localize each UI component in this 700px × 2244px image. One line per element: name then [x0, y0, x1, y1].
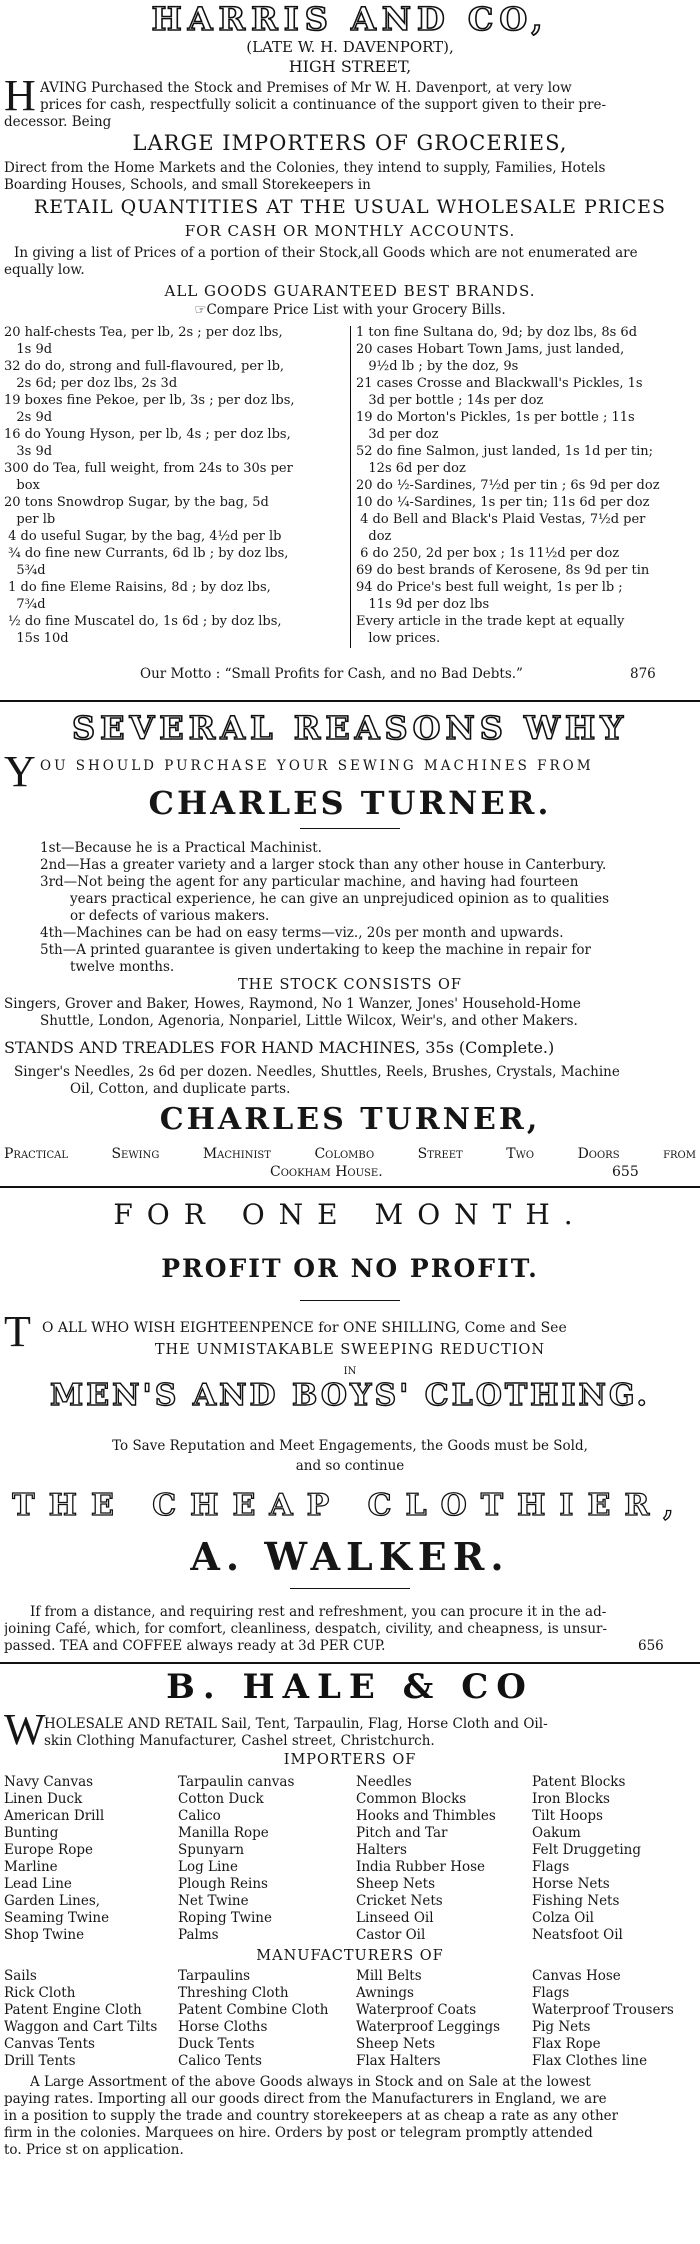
- importer-item: Cricket Nets: [356, 1893, 443, 1909]
- column-divider: [350, 326, 351, 648]
- harris-cash: FOR CASH OR MONTHLY ACCOUNTS.: [184, 222, 516, 240]
- price-list-item: 11s 9d per doz lbs: [356, 597, 490, 612]
- manufacturer-item: Canvas Tents: [4, 2036, 95, 2052]
- hale-dropcap: W: [4, 1705, 46, 1754]
- harris-motto: Our Motto : “Small Profits for Cash, and no Bad Debts.”: [140, 666, 523, 682]
- importer-item: Spunyarn: [178, 1842, 245, 1858]
- manufacturer-item: Patent Engine Cloth: [4, 2002, 142, 2018]
- walker-save-2: and so continue: [295, 1458, 405, 1474]
- manufacturer-item: Pig Nets: [532, 2019, 591, 2035]
- turner-dropcap: Y: [4, 747, 36, 796]
- separator-rule: [0, 1662, 700, 1664]
- importer-item: Seaming Twine: [4, 1910, 110, 1926]
- price-list-item: 94 do Price's best full weight, 1s per lb ;: [356, 580, 623, 595]
- harris-right-price-list: [356, 324, 696, 647]
- hale-importers-column: [356, 1774, 496, 1944]
- walker-clothing: MEN'S AND BOYS' CLOTHING.: [50, 1378, 650, 1413]
- turner-subtitle: OU SHOULD PURCHASE YOUR SEWING MACHINES FROM: [40, 758, 594, 774]
- importer-item: Europe Rope: [4, 1842, 93, 1858]
- importer-item: Palms: [178, 1927, 219, 1943]
- importer-item: Castor Oil: [356, 1927, 426, 1943]
- manufacturer-item: Mill Belts: [356, 1968, 422, 1984]
- walker-save-1: To Save Reputation and Meet Engagements, the Goods must be Sold,: [112, 1438, 588, 1454]
- walker-cheap-clothier: THE CHEAP CLOTHIER,: [12, 1488, 688, 1523]
- price-list-item: 4 do Bell and Black's Plaid Vestas, 7½d per: [356, 512, 646, 527]
- price-list-item: Every article in the trade kept at equally: [356, 614, 625, 629]
- turner-advertisement: [0, 704, 700, 1224]
- turner-stands: STANDS AND TREADLES FOR HAND MACHINES, 35s (Complete.): [4, 1038, 555, 1057]
- footer-word: Doors: [577, 1146, 620, 1162]
- price-list-item: per lb: [4, 512, 56, 527]
- price-list-item: 3s 9d: [4, 444, 53, 459]
- importer-item: Sheep Nets: [356, 1876, 436, 1892]
- footer-word: from: [663, 1146, 696, 1162]
- hale-intro-1: HOLESALE AND RETAIL Sail, Tent, Tarpaulin, Flag, Horse Cloth and Oil-: [44, 1716, 548, 1732]
- manufacturer-item: Threshing Cloth: [178, 1985, 289, 2001]
- price-list-item: 2s 9d: [4, 410, 53, 425]
- turner-reason-3: 3rd—Not being the agent for any particular machine, and having had fourteen: [40, 874, 579, 890]
- price-list-item: 21 cases Crosse and Blackwall's Pickles, 1s: [356, 376, 643, 391]
- manufacturer-item: Canvas Hose: [532, 1968, 621, 1984]
- hale-manufacturers-column: [356, 1968, 500, 2070]
- harris-direct-1: Direct from the Home Markets and the Colonies, they intend to supply, Families, Hotels: [4, 160, 606, 176]
- turner-needles-2: Oil, Cotton, and duplicate parts.: [70, 1081, 291, 1097]
- importer-item: Tilt Hoops: [532, 1808, 603, 1824]
- manufacturer-item: Sails: [4, 1968, 37, 1984]
- hale-manufacturers-heading: MANUFACTURERS OF: [256, 1948, 444, 1964]
- pointing-hand-icon: ☞: [194, 302, 207, 318]
- harris-ad-number: 876: [630, 666, 656, 682]
- manufacturer-item: Waterproof Trousers: [532, 2002, 674, 2018]
- price-list-item: 5¾d: [4, 563, 46, 578]
- turner-makers-2: Shuttle, London, Agenoria, Nonpariel, Little Wilcox, Weir's, and other Makers.: [40, 1013, 578, 1029]
- price-list-item: 69 do best brands of Kerosene, 8s 9d per tin: [356, 563, 650, 578]
- harris-intro-2: prices for cash, respectfully solicit a continuance of the support given to their pre-: [40, 97, 607, 113]
- price-list-item: 32 do do, strong and full-flavoured, per lb,: [4, 359, 285, 374]
- harris-street: HIGH STREET,: [288, 57, 412, 76]
- hale-manufacturers-column: [532, 1968, 674, 2070]
- walker-distance-2: joining Café, which, for comfort, cleanliness, despatch, civility, and cheapness, is unsur-: [4, 1621, 608, 1637]
- turner-name: CHARLES TURNER.: [148, 784, 552, 822]
- hale-closing-4: firm in the colonies. Marquees on hire. Orders by post or telegram promptly attended: [4, 2125, 593, 2141]
- price-list-item: 19 do Morton's Pickles, 1s per bottle ; 11s: [356, 410, 635, 425]
- importer-item: Manilla Rope: [178, 1825, 269, 1841]
- hale-importers-column: [532, 1774, 641, 1944]
- hale-manufacturers-column: [4, 1968, 157, 2070]
- importer-item: Net Twine: [178, 1893, 249, 1909]
- walker-name: A. WALKER.: [190, 1534, 510, 1579]
- importer-item: Log Line: [178, 1859, 238, 1875]
- price-list-item: 3d per doz: [356, 427, 439, 442]
- footer-word: Two: [506, 1146, 535, 1162]
- hale-importers-column: [4, 1774, 109, 1944]
- importer-item: Pitch and Tar: [356, 1825, 448, 1841]
- price-list-item: box: [4, 478, 40, 493]
- price-list-item: 7¾d: [4, 597, 46, 612]
- turner-needles-1: Singer's Needles, 2s 6d per dozen. Needles, Shuttles, Reels, Brushes, Crystals, Machine: [14, 1064, 620, 1080]
- harris-late: (LATE W. H. DAVENPORT),: [246, 38, 454, 56]
- price-list-item: ¾ do fine new Currants, 6d lb ; by doz lbs,: [4, 546, 289, 561]
- price-list-item: 12s 6d per doz: [356, 461, 466, 476]
- price-list-item: 52 do fine Salmon, just landed, 1s 1d per tin;: [356, 444, 654, 459]
- price-list-item: 20 tons Snowdrop Sugar, by the bag, 5d: [4, 495, 269, 510]
- turner-reason-5: 5th—A printed guarantee is given undertaking to keep the machine in repair for: [40, 942, 591, 958]
- price-list-item: 3d per bottle ; 14s per doz: [356, 393, 544, 408]
- harris-title: HARRIS AND CO,: [151, 2, 549, 36]
- harris-giving-2: equally low.: [4, 262, 85, 278]
- importer-item: Navy Canvas: [4, 1774, 94, 1790]
- harris-retail: RETAIL QUANTITIES AT THE USUAL WHOLESALE PRICES: [33, 196, 667, 218]
- price-list-item: 20 cases Hobart Town Jams, just landed,: [356, 342, 625, 357]
- importer-item: Plough Reins: [178, 1876, 268, 1892]
- harris-intro-3: decessor. Being: [4, 114, 112, 130]
- manufacturer-item: Flax Rope: [532, 2036, 601, 2052]
- footer-word: Colombo: [314, 1146, 375, 1162]
- manufacturer-item: Flags: [532, 1985, 570, 2001]
- manufacturer-item: Calico Tents: [178, 2053, 262, 2069]
- importer-item: Patent Blocks: [532, 1774, 626, 1790]
- importer-item: Hooks and Thimbles: [356, 1808, 496, 1824]
- hale-closing-1: A Large Assortment of the above Goods always in Stock and on Sale at the lowest: [30, 2074, 591, 2090]
- importer-item: Common Blocks: [356, 1791, 467, 1807]
- importer-item: Fishing Nets: [532, 1893, 620, 1909]
- harris-compare-text: Compare Price List with your Grocery Bills.: [206, 302, 506, 318]
- importer-item: Felt Druggeting: [532, 1842, 641, 1858]
- manufacturer-item: Awnings: [356, 1985, 414, 2001]
- walker-ad-number: 656: [638, 1638, 664, 1654]
- price-list-item: 2s 6d; per doz lbs, 2s 3d: [4, 376, 178, 391]
- turner-reason-4: 4th—Machines can be had on easy terms—viz., 20s per month and upwards.: [40, 925, 564, 941]
- footer-word: Machinist: [202, 1146, 271, 1162]
- importer-item: Roping Twine: [178, 1910, 272, 1926]
- hale-intro-2: skin Clothing Manufacturer, Cashel street, Christchurch.: [44, 1733, 435, 1749]
- manufacturer-item: Drill Tents: [4, 2053, 76, 2069]
- separator-rule: [0, 1186, 700, 1188]
- harris-large-importers: LARGE IMPORTERS OF GROCERIES,: [132, 131, 568, 155]
- turner-reason-1: 1st—Because he is a Practical Machinist.: [40, 840, 322, 856]
- manufacturer-item: Patent Combine Cloth: [178, 2002, 329, 2018]
- footer-word: Sewing: [111, 1146, 160, 1162]
- turner-name-2: CHARLES TURNER,: [159, 1102, 541, 1137]
- importer-item: Horse Nets: [532, 1876, 610, 1892]
- price-list-item: ½ do fine Muscatel do, 1s 6d ; by doz lbs,: [4, 614, 282, 629]
- manufacturer-item: Horse Cloths: [178, 2019, 268, 2035]
- walker-profit: PROFIT OR NO PROFIT.: [161, 1254, 539, 1283]
- manufacturer-item: Waterproof Leggings: [356, 2019, 501, 2035]
- price-list-item: 19 boxes fine Pekoe, per lb, 3s ; per doz lbs,: [4, 393, 295, 408]
- walker-distance-3: passed. TEA and COFFEE always ready at 3d PER CUP.: [4, 1638, 386, 1654]
- importer-item: Flags: [532, 1859, 570, 1875]
- importer-item: Needles: [356, 1774, 412, 1790]
- harris-compare: [0, 302, 700, 318]
- harris-left-price-list: [4, 324, 346, 647]
- turner-reason-5b: twelve months.: [70, 959, 175, 975]
- price-list-item: 6 do 250, 2d per box ; 1s 11½d per doz: [356, 546, 620, 561]
- importer-item: Oakum: [532, 1825, 581, 1841]
- turner-ad-number: 655: [612, 1164, 639, 1180]
- separator-rule: [0, 700, 700, 702]
- price-list-item: 20 do ½-Sardines, 7½d per tin ; 6s 9d per doz: [356, 478, 660, 493]
- manufacturer-item: Sheep Nets: [356, 2036, 436, 2052]
- manufacturer-item: Waterproof Coats: [356, 2002, 477, 2018]
- hale-title: B. HALE & CO: [166, 1668, 534, 1706]
- walker-distance-1: If from a distance, and requiring rest and refreshment, you can procure it in the ad-: [30, 1604, 607, 1620]
- price-list-item: 9½d lb ; by the doz, 9s: [356, 359, 519, 374]
- price-list-item: 1 ton fine Sultana do, 9d; by doz lbs, 8s 6d: [356, 325, 638, 340]
- importer-item: Neatsfoot Oil: [532, 1927, 623, 1943]
- manufacturer-item: Flax Clothes line: [532, 2053, 648, 2069]
- hale-closing-5: to. Price st on application.: [4, 2142, 184, 2158]
- importer-item: Tarpaulin canvas: [178, 1774, 295, 1790]
- manufacturer-item: Waggon and Cart Tilts: [4, 2019, 158, 2035]
- importer-item: Calico: [178, 1808, 221, 1824]
- short-rule: [300, 828, 400, 829]
- importer-item: Linen Duck: [4, 1791, 83, 1807]
- importer-item: Lead Line: [4, 1876, 72, 1892]
- price-list-item: 1s 9d: [4, 342, 53, 357]
- turner-reason-3c: or defects of various makers.: [70, 908, 270, 924]
- walker-to-all: O ALL WHO WISH EIGHTEENPENCE for ONE SHILLING, Come and See: [42, 1320, 567, 1336]
- harris-advertisement: [0, 0, 700, 712]
- turner-makers-1: Singers, Grover and Baker, Howes, Raymond, No 1 Wanzer, Jones' Household-Home: [4, 996, 581, 1012]
- turner-title: SEVERAL REASONS WHY: [71, 710, 629, 746]
- walker-in: IN: [343, 1366, 357, 1377]
- footer-word: Practical: [4, 1146, 68, 1162]
- hale-closing-3: in a position to supply the trade and country storekeepers at as cheap a rate as any other: [4, 2108, 619, 2124]
- hale-closing-2: paying rates. Importing all our goods direct from the Manufacturers in England, we are: [4, 2091, 607, 2107]
- turner-reason-3b: years practical experience, he can give an unprejudiced opinion as to qualities: [70, 891, 610, 907]
- turner-reason-2: 2nd—Has a greater variety and a larger stock than any other house in Canterbury.: [40, 857, 607, 873]
- footer-word: Street: [417, 1146, 463, 1162]
- hale-importers-column: [178, 1774, 294, 1944]
- harris-direct-2: Boarding Houses, Schools, and small Storekeepers in: [4, 177, 371, 193]
- manufacturer-item: Flax Halters: [356, 2053, 441, 2069]
- price-list-item: low prices.: [356, 631, 441, 646]
- harris-giving-1: In giving a list of Prices of a portion of their Stock,all Goods which are not enumerated are: [14, 245, 638, 261]
- turner-cookham: Cookham House.: [270, 1164, 383, 1180]
- walker-sweeping: THE UNMISTAKABLE SWEEPING REDUCTION: [154, 1342, 546, 1358]
- price-list-item: 4 do useful Sugar, by the bag, 4½d per lb: [4, 529, 282, 544]
- price-list-item: 15s 10d: [4, 631, 69, 646]
- short-rule: [290, 1588, 410, 1589]
- manufacturer-item: Rick Cloth: [4, 1985, 76, 2001]
- harris-intro-1: AVING Purchased the Stock and Premises of Mr W. H. Davenport, at very low: [40, 80, 572, 96]
- harris-dropcap: H: [4, 71, 36, 120]
- short-rule: [300, 1300, 400, 1301]
- importer-item: Garden Lines,: [4, 1893, 101, 1909]
- importer-item: Cotton Duck: [178, 1791, 264, 1807]
- hale-manufacturers-column: [178, 1968, 328, 2070]
- hale-advertisement: [0, 1666, 700, 2244]
- importer-item: Bunting: [4, 1825, 59, 1841]
- price-list-item: 20 half-chests Tea, per lb, 2s ; per doz lbs,: [4, 325, 283, 340]
- importer-item: Iron Blocks: [532, 1791, 610, 1807]
- price-list-item: 10 do ¼-Sardines, 1s per tin; 11s 6d per doz: [356, 495, 650, 510]
- importer-item: Halters: [356, 1842, 407, 1858]
- importer-item: Colza Oil: [532, 1910, 594, 1926]
- price-list-item: 1 do fine Eleme Raisins, 8d ; by doz lbs,: [4, 580, 271, 595]
- harris-guaranteed: ALL GOODS GUARANTEED BEST BRANDS.: [164, 282, 536, 300]
- manufacturer-item: Duck Tents: [178, 2036, 255, 2052]
- price-list-item: 300 do Tea, full weight, from 24s to 30s per: [4, 461, 293, 476]
- importer-item: Shop Twine: [4, 1927, 85, 1943]
- importer-item: American Drill: [4, 1808, 105, 1824]
- price-list-item: doz: [356, 529, 392, 544]
- turner-footer-line: [4, 1146, 696, 1162]
- walker-dropcap: T: [4, 1307, 31, 1356]
- turner-stock-heading: THE STOCK CONSISTS OF: [238, 977, 462, 993]
- importer-item: India Rubber Hose: [356, 1859, 486, 1875]
- importer-item: Linseed Oil: [356, 1910, 434, 1926]
- hale-importers-heading: IMPORTERS OF: [283, 1752, 417, 1768]
- importer-item: Marline: [4, 1859, 58, 1875]
- manufacturer-item: Tarpaulins: [178, 1968, 251, 1984]
- walker-month: FOR ONE MONTH.: [113, 1198, 587, 1231]
- price-list-item: 16 do Young Hyson, per lb, 4s ; per doz lbs,: [4, 427, 291, 442]
